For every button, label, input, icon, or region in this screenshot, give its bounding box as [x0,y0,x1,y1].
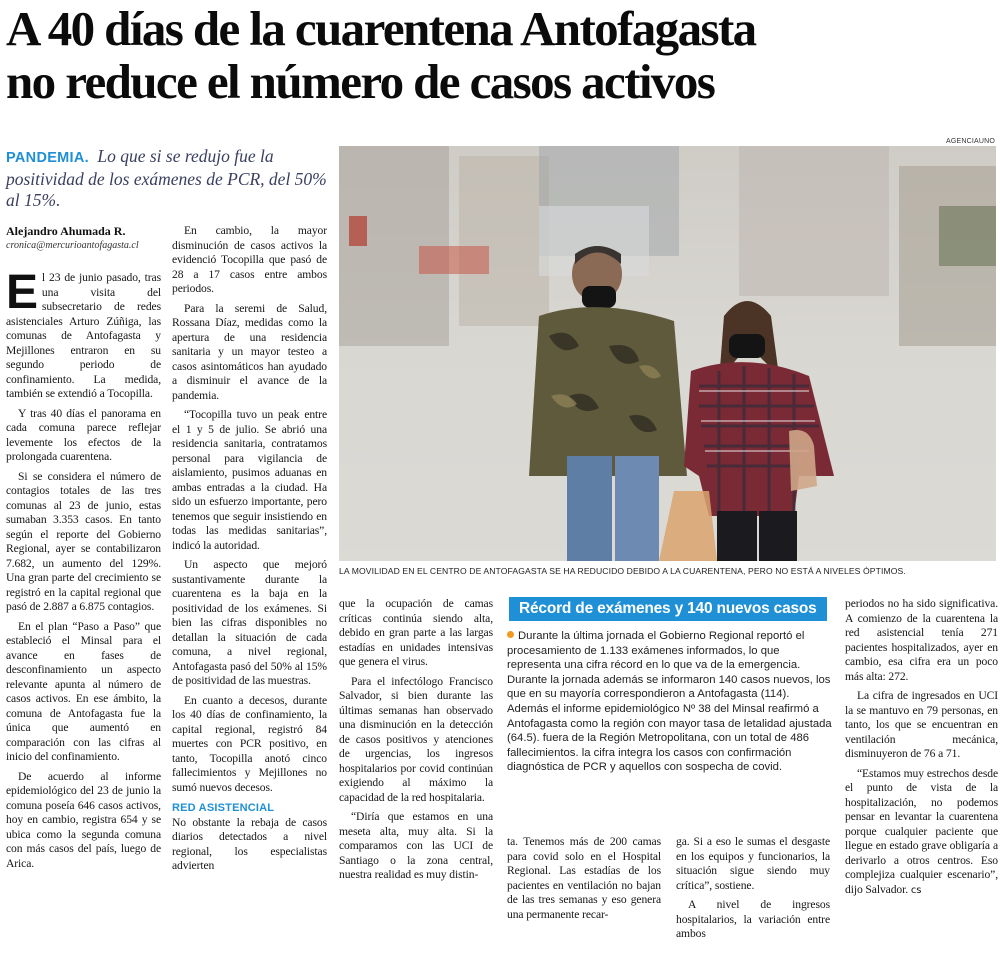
paragraph: El 23 de junio pasado, tras una visita del subsecretario de redes asistenciales Arturo Zúñiga, las comunas de Antofagasta y Mejillones entraron en su segundo periodo de confinamiento. La medida, también se extendió a Tocopilla. [6,266,161,400]
box-body-text: Durante la última jornada el Gobierno Regional reportó el procesamiento de 1.133 exámenes informados, lo que representa una cifra récord en lo que va de la emergencia. Durante la jornada además se informaron 140 casos nuevos, los que en su mayoría correspondieron a Antofagasta (114). Además el informe epidemiológico Nº 38 del Minsal reafirmó a Antofagasta como la región con mayor tasa de letalidad ajustada (64.5). fuera de la Región Metropolitana, con un total de 486 fallecimientos. la cifra integra los casos con confirmación diagnóstica de PCR y aquellos con sospecha de covid. [507,630,832,774]
paragraph: “Estamos muy estrechos desde el punto de vista de la hospitalización, no podemos pensar en levantar la cuarentena porque cualquier paciente que llegue en estado grave obligaría a derivarlo a otros centros. Eso complejiza cualquier escenario”, dijo Salvador. cs [845,766,998,896]
article-column-3 [339,597,493,883]
paragraph: En cambio, la mayor disminución de casos activos la evidenció Tocopilla que pasó de 28 a 17 casos entre ambos periodos. [172,224,327,295]
byline [6,224,166,253]
article-column-2 [172,224,327,874]
drop-cap: E [6,266,38,319]
article-column-6 [845,597,998,898]
paragraph: ga. Si a eso le sumas el desgaste en los equipos y funcionarios, la situación sigue siendo muy crítica”, sostiene. [676,835,830,892]
news-photo [339,146,996,561]
byline-author: Alejandro Ahumada R. [6,224,126,238]
subhead-text: Lo que si se redujo fue la positividad de los exámenes de PCR, del 50% al 15%. [6,146,327,210]
headline-line-1: A 40 días de la cuarentena Antofagasta [6,1,756,56]
paragraph: “Tocopilla tuvo un peak entre el 1 y 5 de julio. Se abrió una residencia sanitaria, contratamos personal para vigilancia de aislamiento, pusimos aduanas en ambas entradas a la ciudad. Ha sido un esfuerzo importante, pero tenemos que seguir insistiendo en todas las medidas sanitarias”, indicó la autoridad. [172,408,327,552]
street-scene-illustration [339,146,996,561]
paragraph: En el plan “Paso a Paso” que estableció el Minsal para el avance en fases de desconfinamiento un aspecto relevante apunta al número de casos activos. En ese ámbito, la comuna de Antofagasta fue la única que aumentó en comparación con las cifras al inicio del confinamiento. [6,619,161,763]
box-body [507,629,832,775]
paragraph: Para el infectólogo Francisco Salvador, si bien durante las últimas semanas han observado una disminución en la detección de casos positivos y atenciones de urgencias, los ingresos hospitalarios por covid continúan exigiendo al máximo la capacidad de la red hospitalaria. [339,674,493,804]
byline-email: cronica@mercurioantofagasta.cl [6,240,139,251]
bullet-icon [507,631,514,638]
section-subtitle: RED ASISTENCIAL [172,802,275,814]
headline-line-2: no reduce el número de casos activos [6,54,715,109]
paragraph: ta. Tenemos más de 200 camas para covid solo en el Hospital Regional. Las estadías de los pacientes en ventilación no bajan de las tres semanas y eso genera una permanente recar- [507,835,661,921]
box-title: Récord de exámenes y 140 nuevos casos [509,597,827,621]
headline [6,2,996,108]
paragraph: No obstante la rebaja de casos diarios detectados a nivel regional, los especialistas advierten [172,815,327,872]
paragraph: Si se considera el número de contagios totales de las tres comunas al 23 de junio, estas sumaban 3.353 casos. En tanto según el reporte del Gobierno Regional, ayer se contabilizaron 7.682, un aumento del 129%. Una gran parte del crecimiento se registró en la capital regional que pasó de 2.887 a 6.875 contagios. [6,469,161,613]
paragraph: En cuanto a decesos, durante los 40 días de confinamiento, la capital regional, registró 84 muertes con PCR positivo, en tanto, Tocopilla anotó cinco fallecimientos y Mejillones no sumó nuevos decesos. [172,693,327,794]
article-column-1 [6,266,161,871]
subhead-kicker: PANDEMIA. [6,150,89,166]
paragraph: La cifra de ingresados en UCI la se mantuvo en 79 personas, en tanto, los que se encuentran en ventilación mecánica, disminuyeron de 76 a 71. [845,689,998,760]
end-mark-icon: cs [910,884,922,896]
photo-credit: AGENCIAUNO [946,138,996,145]
paragraph: Un aspecto que mejoró sustantivamente durante la cuarentena es la baja en la positividad de los exámenes. Si bien las cifras disponibles no detallan la situación de cada comuna, a nivel regional, Antofagasta pasó del 50% al 15% de positividad de las muestras. [172,558,327,687]
paragraph: periodos no ha sido significativa. A comienzo de la cuarentena la red asistencial tenía 271 pacientes hospitalizados, ayer en cambio, esa cifra era un poco más alta: 272. [845,597,998,683]
paragraph: Para la seremi de Salud, Rossana Díaz, medidas como la apertura de una residencia sanitaria y un mayor testeo a casos asintomáticos han ayudado a disminuir el avance de la pandemia. [172,301,327,402]
subhead [6,146,331,211]
article-column-4 [507,835,661,922]
paragraph: que la ocupación de camas críticas continúa siendo alta, debido en gran parte a las largas estadías en unidades intensivas que genera el virus. [339,597,493,668]
paragraph: “Diría que estamos en una meseta alta, muy alta. Si la comparamos con las UCI de Santiago o la zona central, nuestra realidad es muy distin- [339,810,493,881]
paragraph: Y tras 40 días el panorama en cada comuna parece reflejar levemente los efectos de la prolongada cuarentena. [6,406,161,463]
photo-caption: LA MOVILIDAD EN EL CENTRO DE ANTOFAGASTA SE HA REDUCIDO DEBIDO A LA CUARENTENA, PERO NO ESTÁ A NIVELES ÓPTIMOS. [339,566,906,576]
paragraph: A nivel de ingresos hospitalarios, la variación entre ambos [676,898,830,940]
article-column-5 [676,835,830,942]
paragraph: De acuerdo al informe epidemiológico del 23 de junio la comuna poseía 646 casos activos, hoy en cambio, registra 654 y se ubica como la segunda comuna con más casos del país, luego de Arica. [6,769,161,870]
